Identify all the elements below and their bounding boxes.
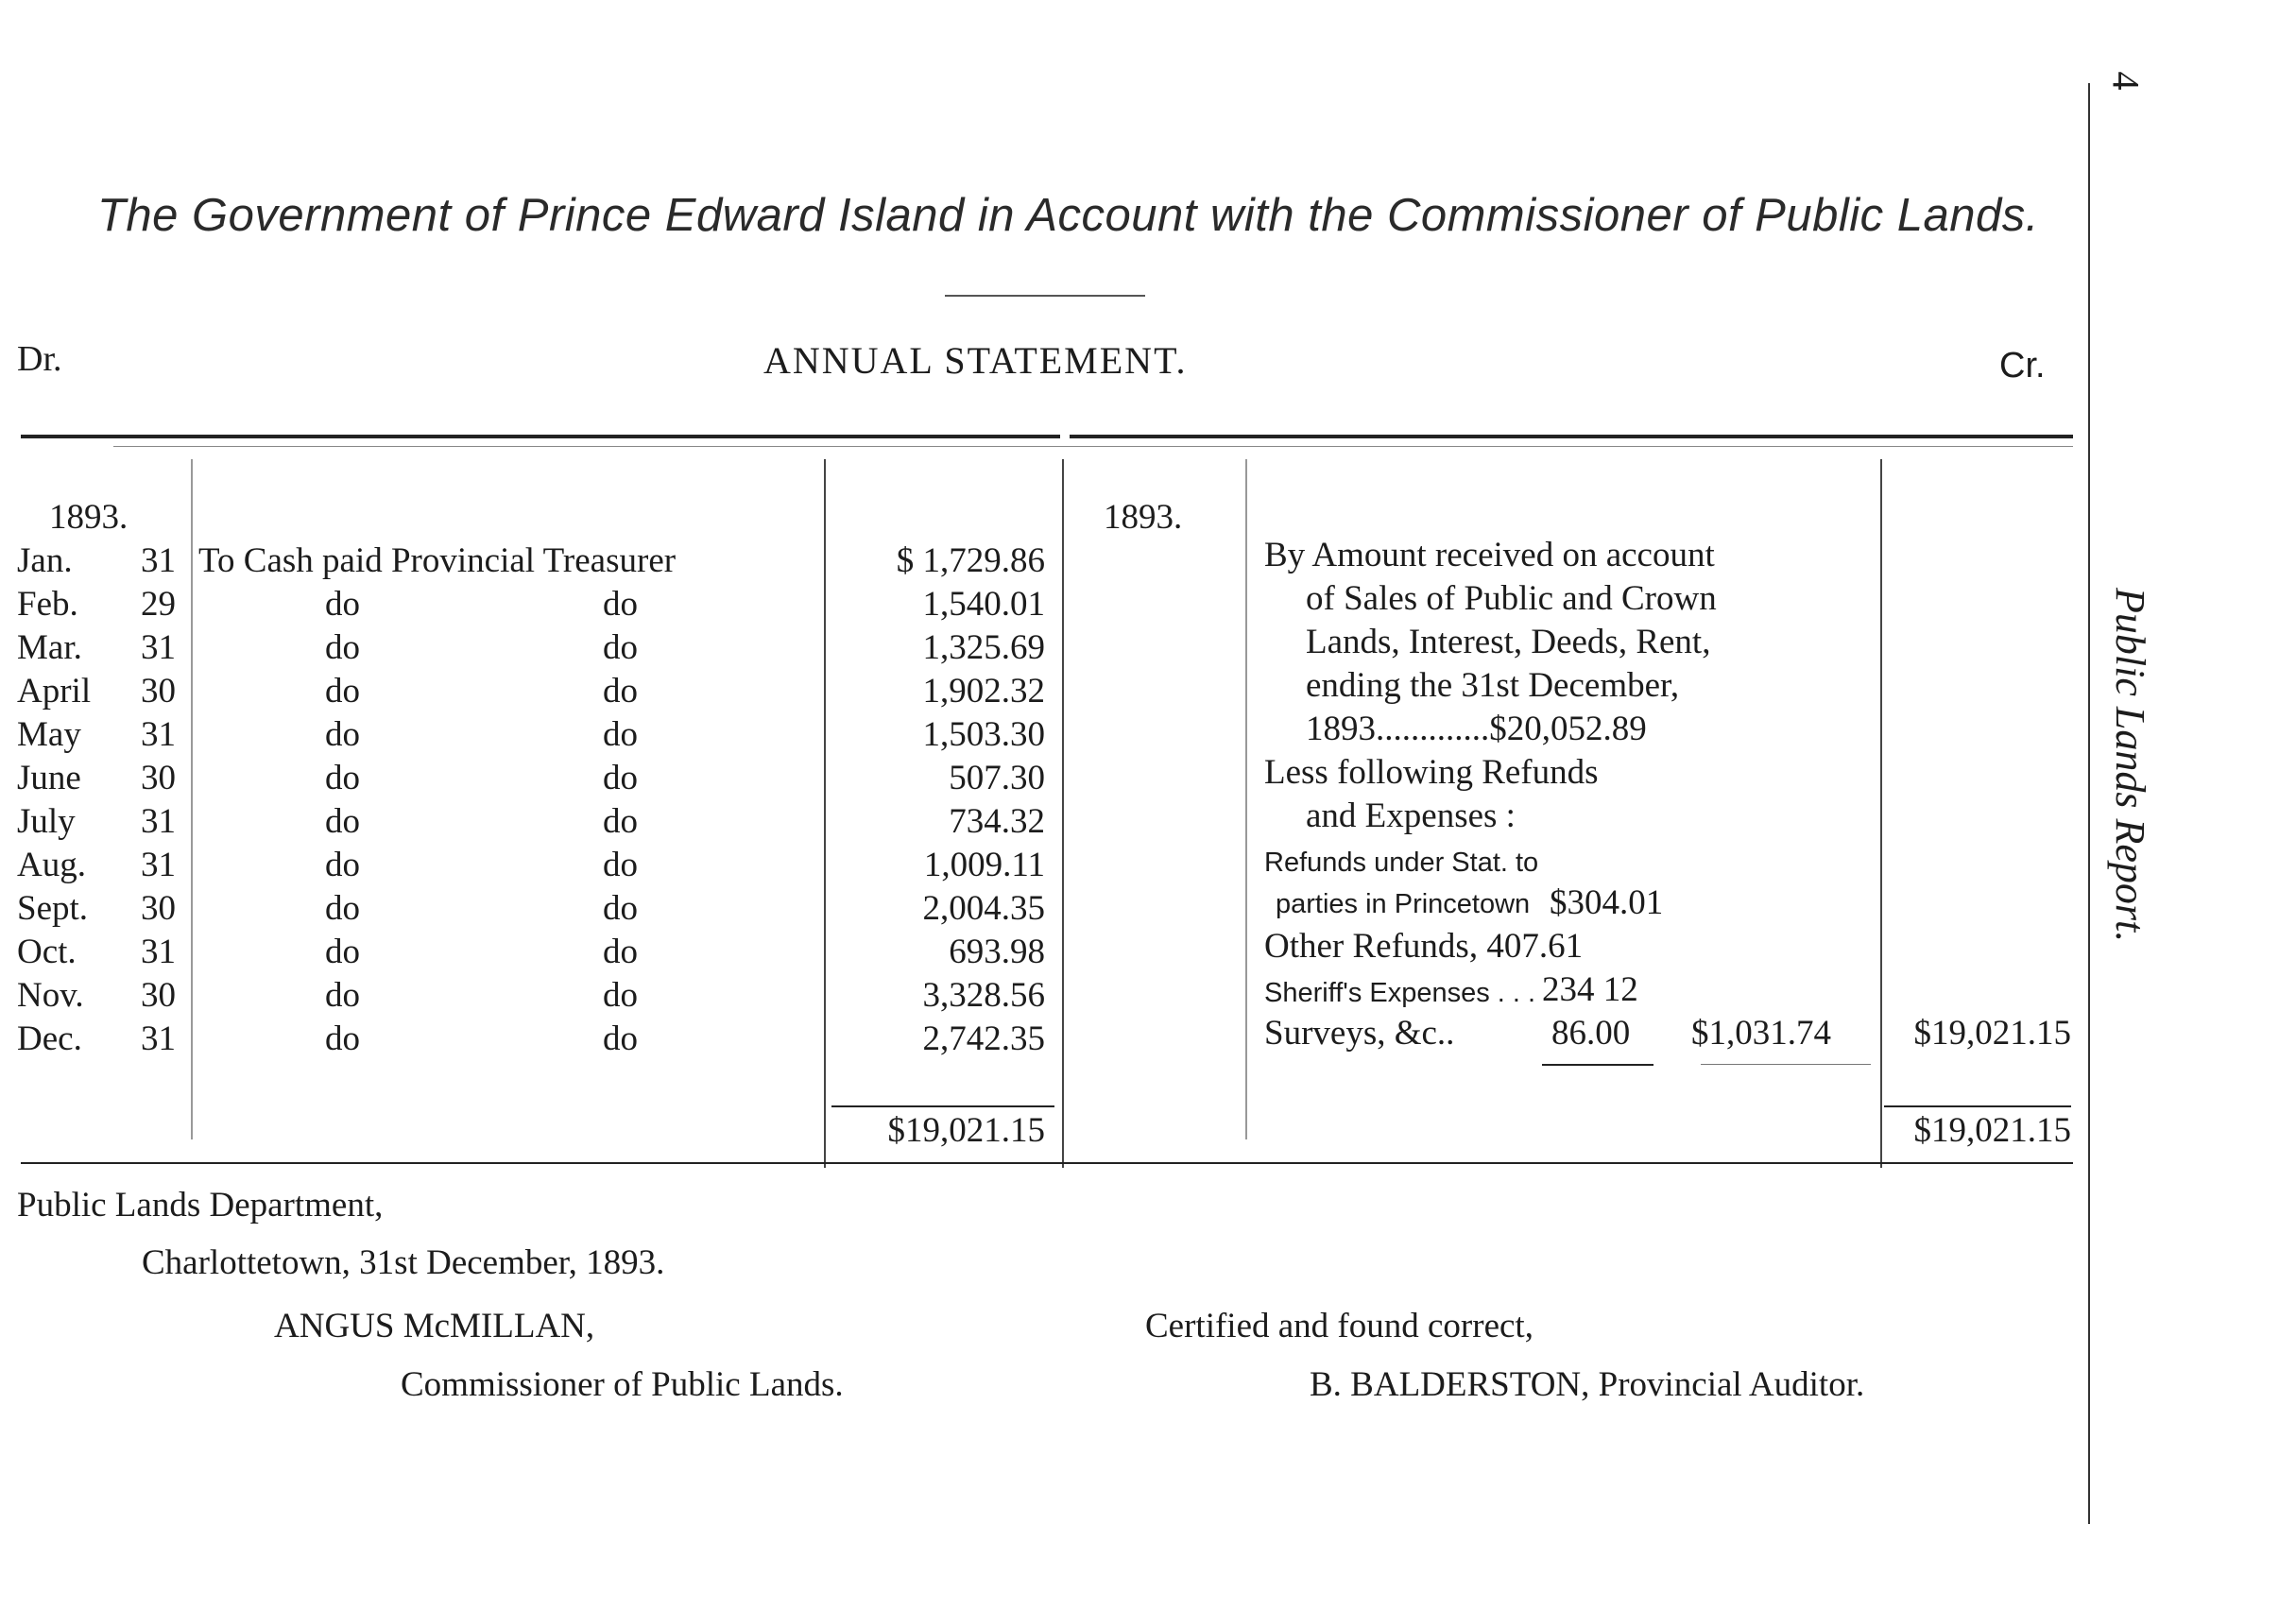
row-day: 31 xyxy=(141,846,176,884)
and-expenses-line: and Expenses : xyxy=(1306,796,1516,835)
col-rule-amount-left xyxy=(824,459,826,1168)
department-line: Public Lands Department, xyxy=(17,1186,384,1225)
refunds-amount: $304.01 xyxy=(1550,883,1664,922)
refunds-label-1: Refunds under Stat. to xyxy=(1264,848,1539,878)
row-day: 29 xyxy=(141,585,176,624)
row-ditto-1: do xyxy=(325,933,360,971)
place-date-line: Charlottetown, 31st December, 1893. xyxy=(142,1243,665,1282)
row-ditto-2: do xyxy=(603,759,638,797)
credit-label: Cr. xyxy=(1999,346,2046,385)
page-number: 4 xyxy=(2104,71,2148,91)
row-day: 31 xyxy=(141,802,176,841)
row-ditto-1: do xyxy=(325,715,360,754)
row-ditto-2: do xyxy=(603,976,638,1015)
row-day: 30 xyxy=(141,759,176,797)
row-month: Dec. xyxy=(17,1019,82,1058)
col-rule-date xyxy=(191,459,193,1139)
row-amount: 1,540.01 xyxy=(922,585,1045,624)
other-refunds: Other Refunds, 407.61 xyxy=(1264,927,1584,966)
sheriffs-amount: 234 12 xyxy=(1542,970,1638,1009)
right-total-rule xyxy=(1884,1105,2071,1107)
row-amount: 2,742.35 xyxy=(922,1019,1045,1058)
row-amount: 507.30 xyxy=(949,759,1045,797)
row-amount: 2,004.35 xyxy=(922,889,1045,928)
row-ditto-1: do xyxy=(325,846,360,884)
surveys-amount: 86.00 xyxy=(1551,1014,1631,1053)
refunds-label-2: parties in Princetown xyxy=(1276,889,1531,919)
row-day: 31 xyxy=(141,1019,176,1058)
top-rule-right xyxy=(1070,435,2073,438)
surveys-underline xyxy=(1542,1064,1653,1066)
row-amount: 1,503.30 xyxy=(922,715,1045,754)
receipt-line-1: By Amount received on account xyxy=(1264,536,1715,574)
row-ditto-2: do xyxy=(603,1019,638,1058)
col-rule-right-total xyxy=(1880,459,1882,1168)
row-month: Nov. xyxy=(17,976,84,1015)
margin-rule xyxy=(2088,83,2090,1524)
row-ditto-2: do xyxy=(603,933,638,971)
row-ditto-2: do xyxy=(603,802,638,841)
bottom-rule xyxy=(21,1162,2073,1164)
row-month: Jan. xyxy=(17,541,73,580)
row-month: June xyxy=(17,759,81,797)
left-year: 1893. xyxy=(49,498,129,537)
row-month: Oct. xyxy=(17,933,77,971)
signer-title: Commissioner of Public Lands. xyxy=(401,1365,844,1404)
auditor-line: B. BALDERSTON, Provincial Auditor. xyxy=(1310,1365,1865,1404)
top-thin-rule xyxy=(113,446,2073,447)
row-ditto-2: do xyxy=(603,846,638,884)
row-ditto-1: do xyxy=(325,889,360,928)
row-ditto-1: do xyxy=(325,585,360,624)
row-ditto-2: do xyxy=(603,585,638,624)
row-ditto-1: do xyxy=(325,976,360,1015)
row-day: 30 xyxy=(141,889,176,928)
less-total: $1,031.74 xyxy=(1691,1014,1831,1053)
row-ditto-1: do xyxy=(325,802,360,841)
side-label: Public Lands Report. xyxy=(2107,588,2153,943)
row-ditto-1: do xyxy=(325,759,360,797)
right-total: $19,021.15 xyxy=(1913,1111,2071,1150)
debit-label: Dr. xyxy=(17,339,62,379)
sheriffs-label: Sheriff's Expenses . . . xyxy=(1264,978,1536,1008)
row-day: 31 xyxy=(141,933,176,971)
row-day: 30 xyxy=(141,976,176,1015)
left-total: $19,021.15 xyxy=(887,1111,1045,1150)
top-rule-left xyxy=(21,435,1060,438)
row-amount: 3,328.56 xyxy=(922,976,1045,1015)
right-year: 1893. xyxy=(1104,498,1183,537)
less-total-underline xyxy=(1701,1064,1871,1065)
signer-name: ANGUS McMILLAN, xyxy=(274,1307,595,1345)
row-month: Aug. xyxy=(17,846,86,884)
row-ditto-2: do xyxy=(603,628,638,667)
receipt-line-4: ending the 31st December, xyxy=(1306,666,1680,705)
row-ditto-2: do xyxy=(603,889,638,928)
surveys-label: Surveys, &c.. xyxy=(1264,1014,1455,1053)
receipt-line-3: Lands, Interest, Deeds, Rent, xyxy=(1306,623,1711,661)
row-month: April xyxy=(17,672,92,711)
row-day: 31 xyxy=(141,628,176,667)
row-ditto-1: do xyxy=(325,672,360,711)
row-ditto-1: do xyxy=(325,1019,360,1058)
row-ditto-2: do xyxy=(603,672,638,711)
row-amount: 1,009.11 xyxy=(923,846,1045,884)
row-month: May xyxy=(17,715,81,754)
statement-heading: ANNUAL STATEMENT. xyxy=(763,339,1188,382)
title-divider xyxy=(945,295,1145,297)
receipt-line-2: of Sales of Public and Crown xyxy=(1306,579,1717,618)
row-amount: 1,325.69 xyxy=(922,628,1045,667)
receipt-line-5: 1893.............$20,052.89 xyxy=(1306,710,1647,748)
row-month: Sept. xyxy=(17,889,89,928)
less-refunds-line: Less following Refunds xyxy=(1264,753,1599,792)
row-month: Mar. xyxy=(17,628,82,667)
net-receipts: $19,021.15 xyxy=(1913,1014,2071,1053)
row-amount: $ 1,729.86 xyxy=(896,541,1045,580)
row-ditto-2: do xyxy=(603,715,638,754)
row-day: 31 xyxy=(141,541,176,580)
row-month: Feb. xyxy=(17,585,78,624)
certified-line: Certified and found correct, xyxy=(1145,1307,1534,1345)
row-amount: 1,902.32 xyxy=(922,672,1045,711)
row-day: 31 xyxy=(141,715,176,754)
row-month: July xyxy=(17,802,76,841)
col-rule-right-date xyxy=(1245,459,1247,1139)
row-ditto-1: do xyxy=(325,628,360,667)
left-total-rule xyxy=(831,1105,1054,1107)
row-amount: 734.32 xyxy=(949,802,1045,841)
row-description: To Cash paid Provincial Treasurer xyxy=(198,541,677,580)
row-amount: 693.98 xyxy=(949,933,1045,971)
page-title: The Government of Prince Edward Island in Account with the Commissioner of Public Lands. xyxy=(97,190,2039,241)
row-day: 30 xyxy=(141,672,176,711)
col-rule-amount-right xyxy=(1062,459,1064,1168)
